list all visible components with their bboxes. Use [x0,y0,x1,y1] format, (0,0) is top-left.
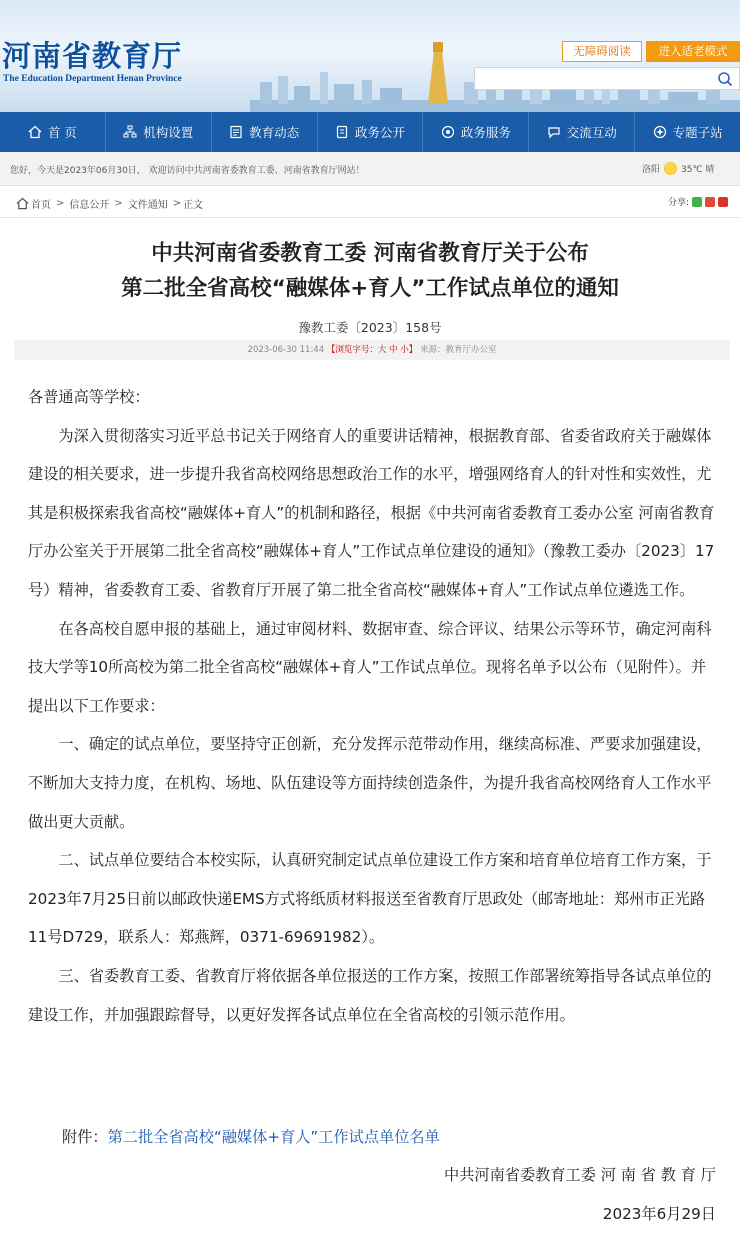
elderly-mode-button[interactable]: 进入适老模式 [646,41,740,62]
font-size-switcher[interactable]: 【浏览字号：大 中 小】 [326,345,418,355]
nav-item-organization[interactable] [106,112,212,152]
welcome-bar [0,152,740,186]
breadcrumb: 首页 > 信息公开 > 文件通知 > 正文 分享: [0,186,740,218]
publish-date: 2023-06-30 11:44 [247,345,325,355]
site-logo-subtitle: The Education Department Henan Province [3,74,182,84]
sun-icon [664,162,677,175]
breadcrumb-home[interactable]: 首页 [31,200,51,211]
service-icon [441,125,455,139]
nav-item-interaction[interactable] [529,112,635,152]
topic-icon [653,125,667,139]
share-label: 分享: [668,198,690,208]
nav-item-news[interactable] [212,112,318,152]
nav-item-services[interactable] [423,112,529,152]
nav-item-home[interactable] [0,112,106,152]
main-nav [0,112,740,152]
breadcrumb-info-disclosure[interactable]: 信息公开 [69,200,110,211]
nav-item-disclosure[interactable] [318,112,424,152]
org-icon [123,125,137,139]
signature: 中共河南省委教育工委 河 南 省 教 育 厅 [444,1166,716,1184]
nav-label: 专题子站 [672,125,723,140]
home-icon [16,197,29,210]
share-bar [668,195,728,208]
breadcrumb-file-notices[interactable]: 文件通知 [127,200,168,211]
search-input[interactable] [474,67,740,90]
paragraph: 在各高校自愿申报的基础上，通过审阅材料、数据审查、综合评议、结果公示等环节，确定河南科技大学等10所高校为第二批全省高校“融媒体+育人”工作试点单位。现将名单予以公布（见附件）。并提出以下工作要求： [28,619,712,715]
paragraph: 为深入贯彻落实习近平总书记关于网络育人的重要讲话精神，根据教育部、省委省政府关于融媒体建设的相关要求，进一步提升我省高校网络思想政治工作的水平，增强网络育人的针对性和实效性，尤其是积极探索我省高校“融媒体+育人”的机制和路径，根据《中共河南省委教育工委办公室 河南省教育厅办公室关于开展第二批全省高校“融媒体+育人”工作试点单位建设的通知》（豫教工委办〔2023〕17号）精神，省委教育工委、省教育厅开展了第二批全省高校“融媒体+育人”工作试点单位遴选工作。 [28,426,715,599]
attachment [62,1126,440,1147]
signature-date: 2023年6月29日 [602,1205,716,1223]
salutation: 各普通高等学校： [28,388,150,406]
article-title-line-2: 第二批全省高校“融媒体+育人”工作试点单位的通知 [121,276,619,301]
chat-icon [547,125,561,139]
weibo-share-icon[interactable] [705,197,715,207]
attachment-label: 附件： [62,1128,108,1146]
nav-label: 政务公开 [355,125,406,140]
article-meta [14,340,730,360]
article-title-line-1: 中共河南省委教育工委 河南省教育厅关于公布 [151,241,589,266]
nav-label: 机构设置 [143,125,194,140]
accessible-reading-button[interactable]: 无障碍阅读 [562,41,642,62]
news-icon [229,125,243,139]
document-number: 豫教工委〔2023〕158号 [298,320,442,335]
article-title [0,236,740,306]
paragraph: 二、试点单位要结合本校实际，认真研究制定试点单位建设工作方案和培育单位培育工作方案，于2023年7月25日前以邮政快递EMS方式将纸质材料报送至省教育厅思政处（邮寄地址：郑州市正光路11号D729，联系人：郑燕辉，0371-69691982）。 [28,851,712,947]
welcome-text: 您好，今天是2023年06月30日， 欢迎访问中共河南省委教育工委、河南省教育厅网站！ [10,166,365,176]
site-logo-title[interactable]: 河南省教育厅 [2,39,183,73]
nav-item-topics[interactable] [635,112,740,152]
nav-label: 交流互动 [566,125,617,140]
wechat-share-icon[interactable] [692,197,702,207]
weather-temp: 35℃ 晴 [681,165,715,175]
doc-icon [335,125,349,139]
paragraph: 三、省委教育工委、省教育厅将依据各单位报送的工作方案，按照工作部署统筹指导各试点单位的建设工作，并加强跟踪督导，以更好发挥各试点单位在全省高校的引领示范作用。 [28,966,712,1024]
nav-label: 政务服务 [460,125,511,140]
search-icon[interactable] [717,71,733,87]
nav-label: 教育动态 [249,125,300,140]
paragraph: 一、确定的试点单位，要坚持守正创新，充分发挥示范带动作用，继续高标准、严要求加强建设，不断加大支持力度，在机构、场地、队伍建设等方面持续创造条件，为提升我省高校网络育人工作水平做出更大贡献。 [28,735,712,831]
weather-widget [642,162,714,175]
more-share-icon[interactable] [718,197,728,207]
article-body [28,378,718,1034]
header-banner [0,0,740,112]
breadcrumb-current: 正文 [183,200,204,211]
attachment-link[interactable]: 第二批全省高校“融媒体+育人”工作试点单位名单 [107,1128,440,1146]
weather-city: 洛阳 [642,165,661,175]
home-icon [28,125,42,139]
article-source: 来源：教育厅办公室 [419,345,497,355]
nav-label: 首 页 [47,125,77,140]
